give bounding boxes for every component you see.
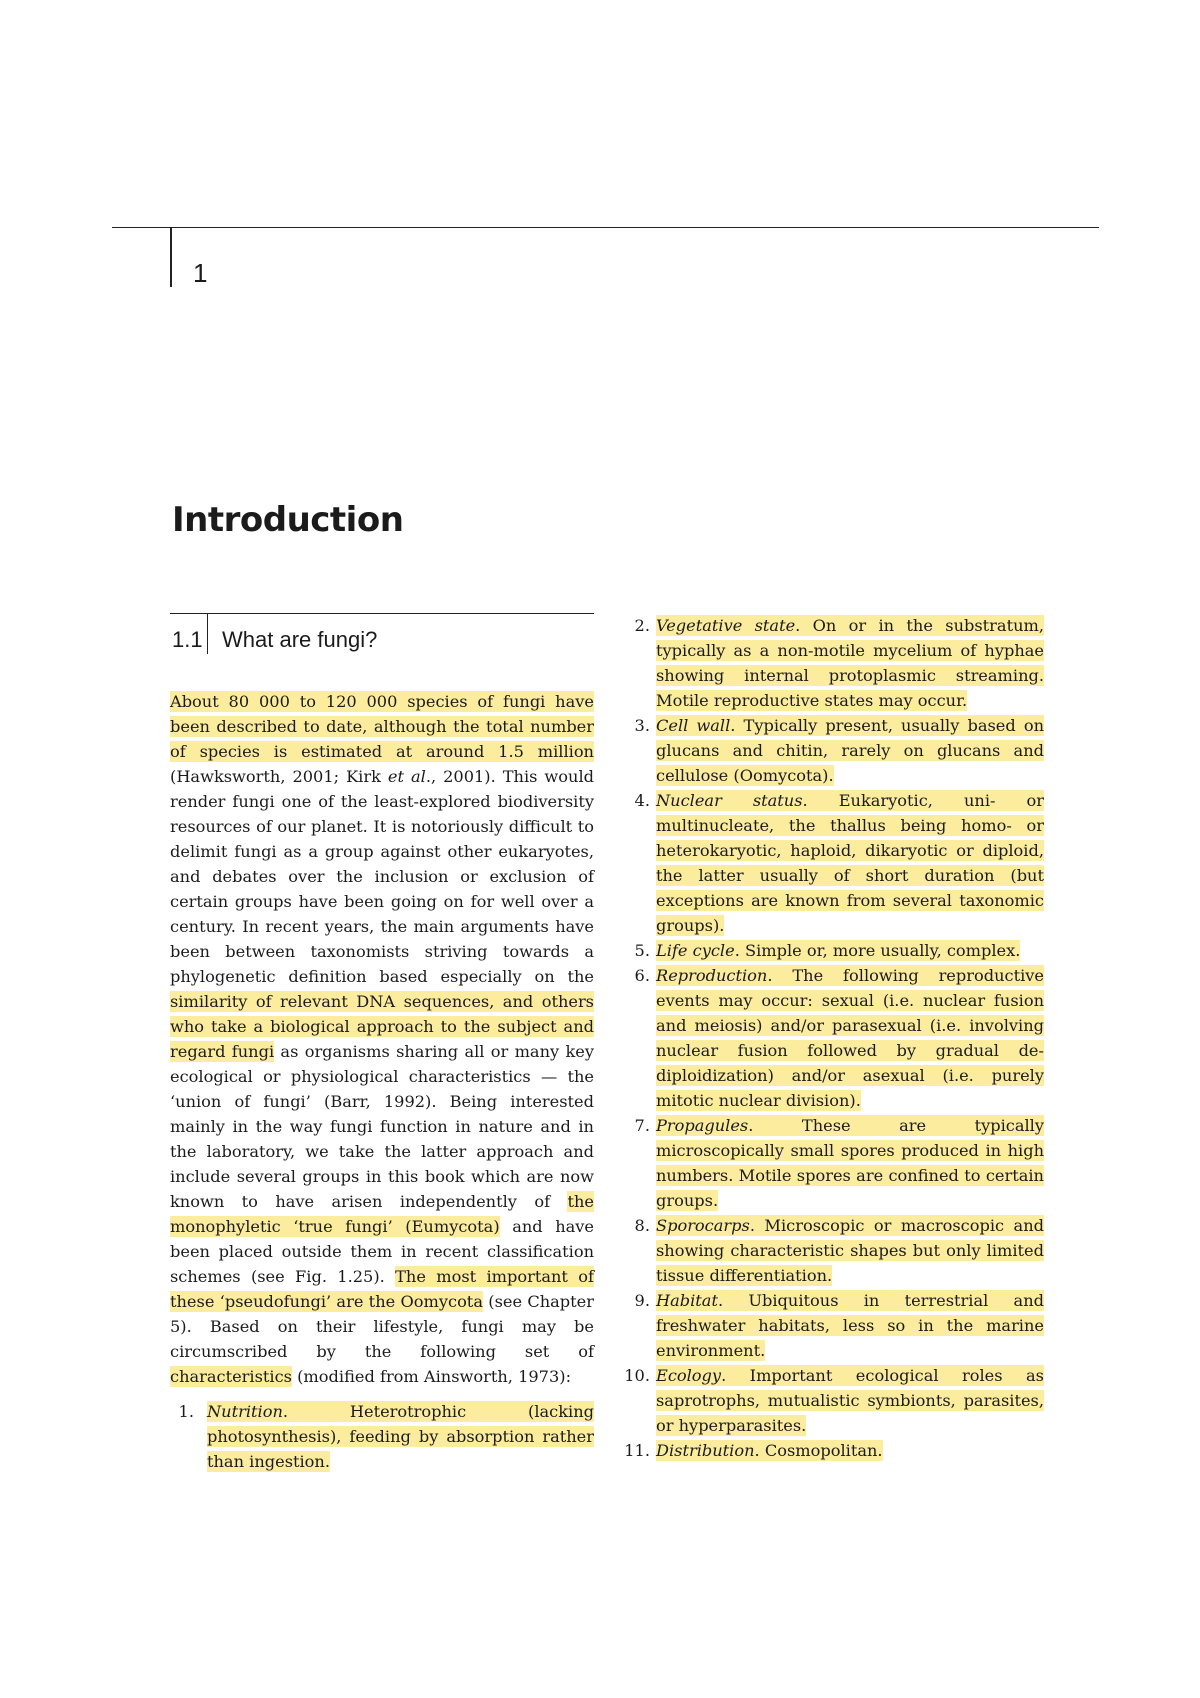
list-item <box>620 713 1044 788</box>
chapter-title: Introduction <box>172 500 404 540</box>
list-item <box>620 1363 1044 1438</box>
list-item <box>620 963 1044 1113</box>
list-item-number: 9. <box>634 1291 650 1310</box>
list-item-text: . Heterotrophic (lacking photosynthesis), feeding by absorption rather than ingestion. <box>207 1402 594 1471</box>
text-run: (modified from Ainsworth, 1973): <box>291 1367 572 1386</box>
list-item-number: 4. <box>634 791 650 810</box>
highlight <box>656 1290 1044 1361</box>
highlight <box>656 1440 883 1461</box>
list-item-text: . Microscopic or macroscopic and showing characteristic shapes but only limited tissue differentiation. <box>656 1216 1044 1285</box>
list-item-term: Nutrition <box>207 1402 283 1421</box>
list-item-number: 11. <box>624 1441 650 1460</box>
list-item-text: . Important ecological roles as saprotrophs, mutualistic symbionts, parasites, or hyperparasites. <box>656 1366 1044 1435</box>
text-run-italic: et al <box>387 767 426 786</box>
list-item <box>620 613 1044 713</box>
list-item-text: . Ubiquitous in terrestrial and freshwater habitats, less so in the marine environment. <box>656 1291 1044 1360</box>
list-item-text: . Eukaryotic, uni- or multinucleate, the thallus being homo- or heterokaryotic, haploid, dikaryotic or diploid, the latter usually of short duration (but exceptions are known from several taxonomic groups). <box>656 791 1044 935</box>
highlight: similarity of relevant DNA sequences, and others who take a biological approach to the subject and regard fungi <box>170 992 594 1061</box>
list-item-term: Sporocarps <box>656 1216 750 1235</box>
list-item-term: Ecology <box>656 1366 722 1385</box>
list-item <box>620 1113 1044 1213</box>
section-number: 1.1 <box>172 627 203 652</box>
highlight <box>656 615 1044 711</box>
list-item-term: Vegetative state <box>656 616 796 635</box>
list-item-term: Cell wall <box>656 716 731 735</box>
chapter-bar <box>170 227 172 287</box>
list-item <box>620 1438 1044 1463</box>
list-item-number: 10. <box>624 1366 650 1385</box>
text-run: ., 2001). This would render fungi one of the least-explored biodiversity resources of our planet. It is notoriously difficult to delimit fungi as a group against other eukaryotes, and debates over the inclusion or exclusion of certain groups have been going on for well over a century. In recent years, the main arguments have been between taxonomists striving towards a phylogenetic definition based especially on the <box>170 767 594 986</box>
list-item-term: Nuclear status <box>656 791 803 810</box>
highlight <box>656 1115 1044 1211</box>
highlight <box>656 965 1044 1111</box>
characteristics-list-continued <box>620 613 1044 1463</box>
list-item-text: . On or in the substratum, typically as a non-motile mycelium of hyphae showing internal protoplasmic streaming. Motile reproductive states may occur. <box>656 616 1044 710</box>
text-run: (Hawksworth, 2001; Kirk <box>170 767 388 786</box>
list-item-number: 5. <box>634 941 650 960</box>
highlight <box>656 940 1020 961</box>
section-title: What are fungi? <box>222 627 378 652</box>
list-item-text: . The following reproductive events may occur: sexual (i.e. nuclear fusion and meiosis) and/or parasexual (i.e. involving nuclear fusion followed by gradual de-diploidization) and/or asexual (i.e. purely mitotic nuclear division). <box>656 966 1044 1110</box>
characteristics-list <box>170 1399 594 1474</box>
text-run: (see Chapter 5). Based on their lifestyle, fungi may be circumscribed by the following set of <box>170 1292 594 1361</box>
highlight: the monophyletic ‘true fungi’ (Eumycota) <box>170 1192 594 1236</box>
highlight <box>656 1215 1044 1286</box>
text-run: as organisms sharing all or many key ecological or physiological characteristics — the ‘union of fungi’ (Barr, 1992). Being interested mainly in the way fungi function in nature and in the laboratory, we take the latter approach and include several groups in this book which are now known to have arisen independently of <box>170 1042 594 1211</box>
list-item <box>620 788 1044 938</box>
list-item-term: Habitat <box>656 1291 718 1310</box>
highlight: characteristics <box>170 1367 292 1386</box>
highlight <box>656 1365 1044 1436</box>
list-item <box>170 1399 594 1474</box>
list-item-text: . These are typically microscopically small spores produced in high numbers. Motile spores are confined to certain groups. <box>656 1116 1044 1210</box>
list-item <box>620 938 1044 963</box>
list-item-number: 3. <box>634 716 650 735</box>
highlight <box>656 790 1044 936</box>
list-item-term: Life cycle <box>656 941 735 960</box>
highlight: The most important of these ‘pseudofungi’ are the Oomycota <box>170 1267 595 1311</box>
list-item-number: 1. <box>178 1402 194 1421</box>
list-item-text: . Simple or, more usually, complex. <box>734 941 1021 960</box>
list-item-term: Distribution <box>656 1441 755 1460</box>
list-item-text: . Cosmopolitan. <box>754 1441 883 1460</box>
text-run: and have been placed outside them in recent classification schemes (see Fig. 1.25). <box>170 1217 594 1286</box>
top-rule <box>112 227 1099 228</box>
list-item <box>620 1213 1044 1288</box>
list-item-text: . Typically present, usually based on glucans and chitin, rarely on glucans and cellulose (Oomycota). <box>656 716 1044 785</box>
chapter-number: 1 <box>193 258 208 288</box>
highlight <box>207 1401 594 1472</box>
list-item-term: Propagules <box>656 1116 749 1135</box>
section-bar <box>207 614 208 654</box>
list-item-term: Reproduction <box>656 966 768 985</box>
intro-paragraph <box>170 689 594 1389</box>
list-item-number: 8. <box>634 1216 650 1235</box>
section-rule <box>170 613 594 614</box>
left-column <box>170 689 594 1474</box>
right-column <box>620 613 1044 1463</box>
highlight <box>656 715 1044 786</box>
list-item-number: 2. <box>634 616 650 635</box>
list-item-number: 7. <box>634 1116 650 1135</box>
list-item <box>620 1288 1044 1363</box>
highlight: About 80 000 to 120 000 species of fungi have been described to date, although the total number of species is estimated at around 1.5 million <box>170 692 594 761</box>
list-item-number: 6. <box>634 966 650 985</box>
